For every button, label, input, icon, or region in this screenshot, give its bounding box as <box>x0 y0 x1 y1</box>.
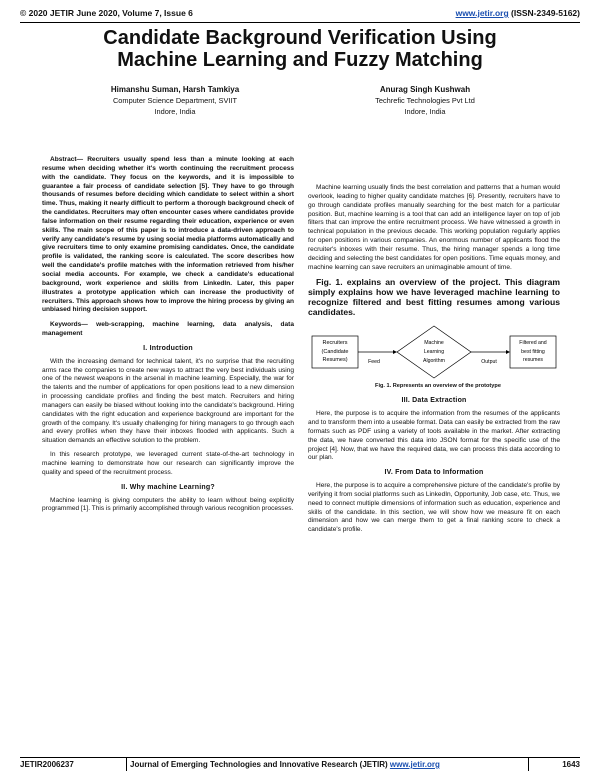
page-footer <box>20 760 580 772</box>
diamond-text: Machine <box>424 340 444 347</box>
paper-title <box>40 27 560 71</box>
page-header <box>20 8 580 22</box>
footer-url-link[interactable]: www.jetir.org <box>389 760 440 769</box>
ml-paragraph: Machine learning is giving computers the ability to learn without being explicitly programmed [1]. This is primarily accomplished through various recognition processes. <box>42 496 294 513</box>
information-paragraph: Here, the purpose is to acquire a comprehensive picture of the candidate's profile by verifying it from social platforms such as LinkedIn, Opportunity, Job case, etc. Thus, we need to connect multiple dimensions of information such as education, experience and skills of the candidate. In this section, we will show how we measure fit on each dimension and how we can merge them to get a final ranking score to check a candidate's profile. <box>308 482 560 534</box>
intro-paragraph-1: With the increasing demand for technical talent, it's no surprise that the recruiting arms race the companies to create new ways to attract the very best individuals using one of the newest weapons in the arsenal in machine learning. Especially, the war for the talents and the number of applications for open positions lead to a new dimension in processing candidate profiles and finding the best match. Recruiters and hiring managers can easily be biased without looking into the candidate's background. Hiring candidates with the right education and experience background are important for the growth of the company. It's usually challenging for hiring managers to go through each and every profiles when they have their inboxes flooded with applicants. Such a situation demands an effective solution to the problem. <box>42 357 294 445</box>
abstract: Abstract— Recruiters usually spend less than a minute looking at each resume when deciding whether it's worth continuing the recruitment process with the candidate. They focus on the keywords, and it is impossible to guarantee a fair process of candidate selection [5]. They have to go through thousands of resumes before deciding which candidate to select within a short time. Thus, making it nearly difficult to perform a thorough background check of the candidates. Recruiters may often encounter cases where candidates provide false information on their resume regarding their education, experience or even skills. The main scope of this paper is to introduce a data-driven approach to verify any candidate's resume by using social media platforms automatically and give recruiters time to only examine promising candidates. Once, the candidate profile is validated, the ranking score is calculated. The score describes how well the candidate's profile matches with the information retrieved from his/her social media accounts. For example, we check a candidate's educational background, work experience and skills from LinkedIn. Later, this paper illustrates a prototype application which can increase the productivity of recruiters. This approach shows how to improve the hiring process by giving an unbiased hiring decision support. <box>42 156 294 314</box>
author-affiliation: Techrefic Technologies Pvt Ltd <box>375 96 475 105</box>
section-heading-data-extraction: III. Data Extraction <box>401 397 467 405</box>
author-names: Anurag Singh Kushwah <box>379 85 471 94</box>
filtered-box-text: best fitting <box>521 349 545 356</box>
recruiters-box-text: Resumes) <box>322 357 348 364</box>
author-block-2 <box>320 84 530 117</box>
footer-journal <box>130 760 440 769</box>
output-arrowhead-icon <box>506 350 510 354</box>
figure-caption: Fig. 1. Represents an overview of the prototype <box>375 383 501 390</box>
feed-label: Feed <box>368 359 380 366</box>
extraction-paragraph: Here, the purpose is to acquire the information from the resumes of the applicants and to transform them into a useable format. Data can easily be extracted from the raw formats such as PDF using a variety of tools available in the market. After extracting the data, we have converted this data into JSON format for the specific use of the project [4]. Now, that we have the required data, we can process this data according to our plan. <box>308 410 560 462</box>
ml-paragraph-continued: Machine learning usually finds the best correlation and patterns that a human would overlook, leading to higher quality candidate matches [6]. Presently, recruiters have to go through candidate profiles manually searching for the best match for a particular position. But, machine learning is a tool that can add an intelligence layer on top of job filters that can improve the entire recruitment process. We have witnessed a growth in technical population in the previous decade. This working population regularly applies for open positions in various companies. An enormous number of applicants flood the recruiter's inboxes with their resume. Thus, the hiring manager spends a long time deciding and selecting the best candidates for open positions. Time equals money, and machine learning can save recruiters an unimaginable amount of time. <box>308 184 560 271</box>
prototype-flow-diagram <box>308 322 560 380</box>
figure-intro: Fig. 1. explains an overview of the project. This diagram simply explains how we have leveraged machine learning to recognize filtered and best fitting resumes among various candidates. <box>308 277 560 318</box>
author-location: Indore, India <box>154 107 196 116</box>
author-names: Himanshu Suman, Harsh Tamkiya <box>110 85 240 94</box>
journal-issue-label: © 2020 JETIR June 2020, Volume 7, Issue 6 <box>20 8 193 18</box>
recruiters-box-text: Recruiters <box>322 340 348 347</box>
output-label: Output <box>481 359 497 366</box>
figure-1-diagram <box>308 322 560 380</box>
keywords: Keywords— web-scrapping, machine learning, data analysis, data management <box>42 321 294 338</box>
section-heading-why-ml: II. Why machine Learning? <box>121 483 215 491</box>
right-column <box>308 184 560 540</box>
title-line-2: Machine Learning and Fuzzy Matching <box>117 49 483 71</box>
left-column <box>42 156 294 519</box>
author-affiliation: Computer Science Department, SVIIT <box>112 96 238 105</box>
footer-divider <box>20 757 580 758</box>
section-heading-introduction: I. Introduction <box>143 344 193 352</box>
page-number: 1643 <box>562 760 580 769</box>
header-divider <box>20 22 580 23</box>
author-location: Indore, India <box>404 107 446 116</box>
diamond-text: Algorithm <box>423 358 445 365</box>
author-block-1 <box>70 84 280 117</box>
paper-id: JETIR2006237 <box>20 760 74 769</box>
journal-name: Journal of Emerging Technologies and Innovative Research (JETIR) <box>130 760 388 769</box>
intro-paragraph-2: In this research prototype, we leveraged current state-of-the-art technology in machine learning to demonstrate how our research can significantly improve the quality and speed of the recruitment process. <box>42 451 294 476</box>
recruiters-box-text: (Candidate <box>321 349 349 356</box>
diamond-text: Learning <box>423 349 445 356</box>
issn-label: (ISSN-2349-5162) <box>511 8 580 18</box>
title-line-1: Candidate Background Verification Using <box>103 27 497 49</box>
header-url-link[interactable]: www.jetir.org <box>455 8 509 18</box>
filtered-box-text: resumes <box>523 357 543 364</box>
section-heading-data-to-information: IV. From Data to Information <box>384 469 484 477</box>
filtered-box-text: Filtered and <box>519 340 547 347</box>
header-right <box>456 8 580 18</box>
